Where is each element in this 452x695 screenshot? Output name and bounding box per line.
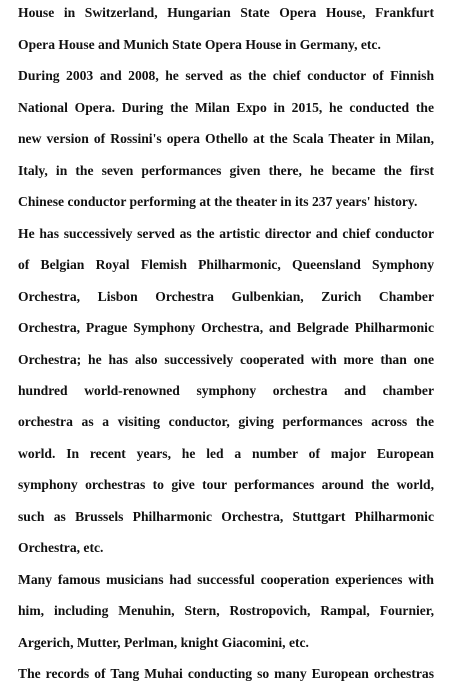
text-line: Orchestra, Lisbon Orchestra Gulbenkian, Zurich Chamber bbox=[18, 289, 434, 304]
text-line: Italy, in the seven performances given there, he became the first bbox=[18, 163, 434, 178]
document-page bbox=[18, 0, 434, 695]
text-line: National Opera. During the Milan Expo in 2015, he conducted the bbox=[18, 100, 434, 115]
text-line: world. In recent years, he led a number of major European bbox=[18, 446, 434, 461]
text-line: Orchestra; he has also successively cooperated with more than one bbox=[18, 352, 434, 367]
text-line: orchestra as a visiting conductor, giving performances across the bbox=[18, 414, 434, 429]
text-line: Orchestra, Prague Symphony Orchestra, and Belgrade Philharmonic bbox=[18, 320, 434, 335]
text-line: The records of Tang Muhai conducting so many European orchestras bbox=[18, 666, 434, 681]
text-line: symphony orchestras to give tour performances around the world, bbox=[18, 477, 434, 492]
text-line: Opera House and Munich State Opera House in Germany, etc. bbox=[18, 37, 381, 52]
text-line: Orchestra, etc. bbox=[18, 540, 104, 555]
text-line: Many famous musicians had successful cooperation experiences with bbox=[18, 572, 434, 587]
text-line: He has successively served as the artistic director and chief conductor bbox=[18, 226, 434, 241]
text-line: hundred world-renowned symphony orchestra and chamber bbox=[18, 383, 434, 398]
text-line: Argerich, Mutter, Perlman, knight Giacomini, etc. bbox=[18, 635, 309, 650]
text-line: Chinese conductor performing at the theater in its 237 years' history. bbox=[18, 194, 418, 209]
text-line: him, including Menuhin, Stern, Rostropovich, Rampal, Fournier, bbox=[18, 603, 434, 618]
text-line: House in Switzerland, Hungarian State Opera House, Frankfurt bbox=[18, 5, 434, 20]
text-line: of Belgian Royal Flemish Philharmonic, Queensland Symphony bbox=[18, 257, 434, 272]
text-line: new version of Rossini's opera Othello at the Scala Theater in Milan, bbox=[18, 131, 434, 146]
text-line: such as Brussels Philharmonic Orchestra, Stuttgart Philharmonic bbox=[18, 509, 434, 524]
text-line: During 2003 and 2008, he served as the chief conductor of Finnish bbox=[18, 68, 434, 83]
